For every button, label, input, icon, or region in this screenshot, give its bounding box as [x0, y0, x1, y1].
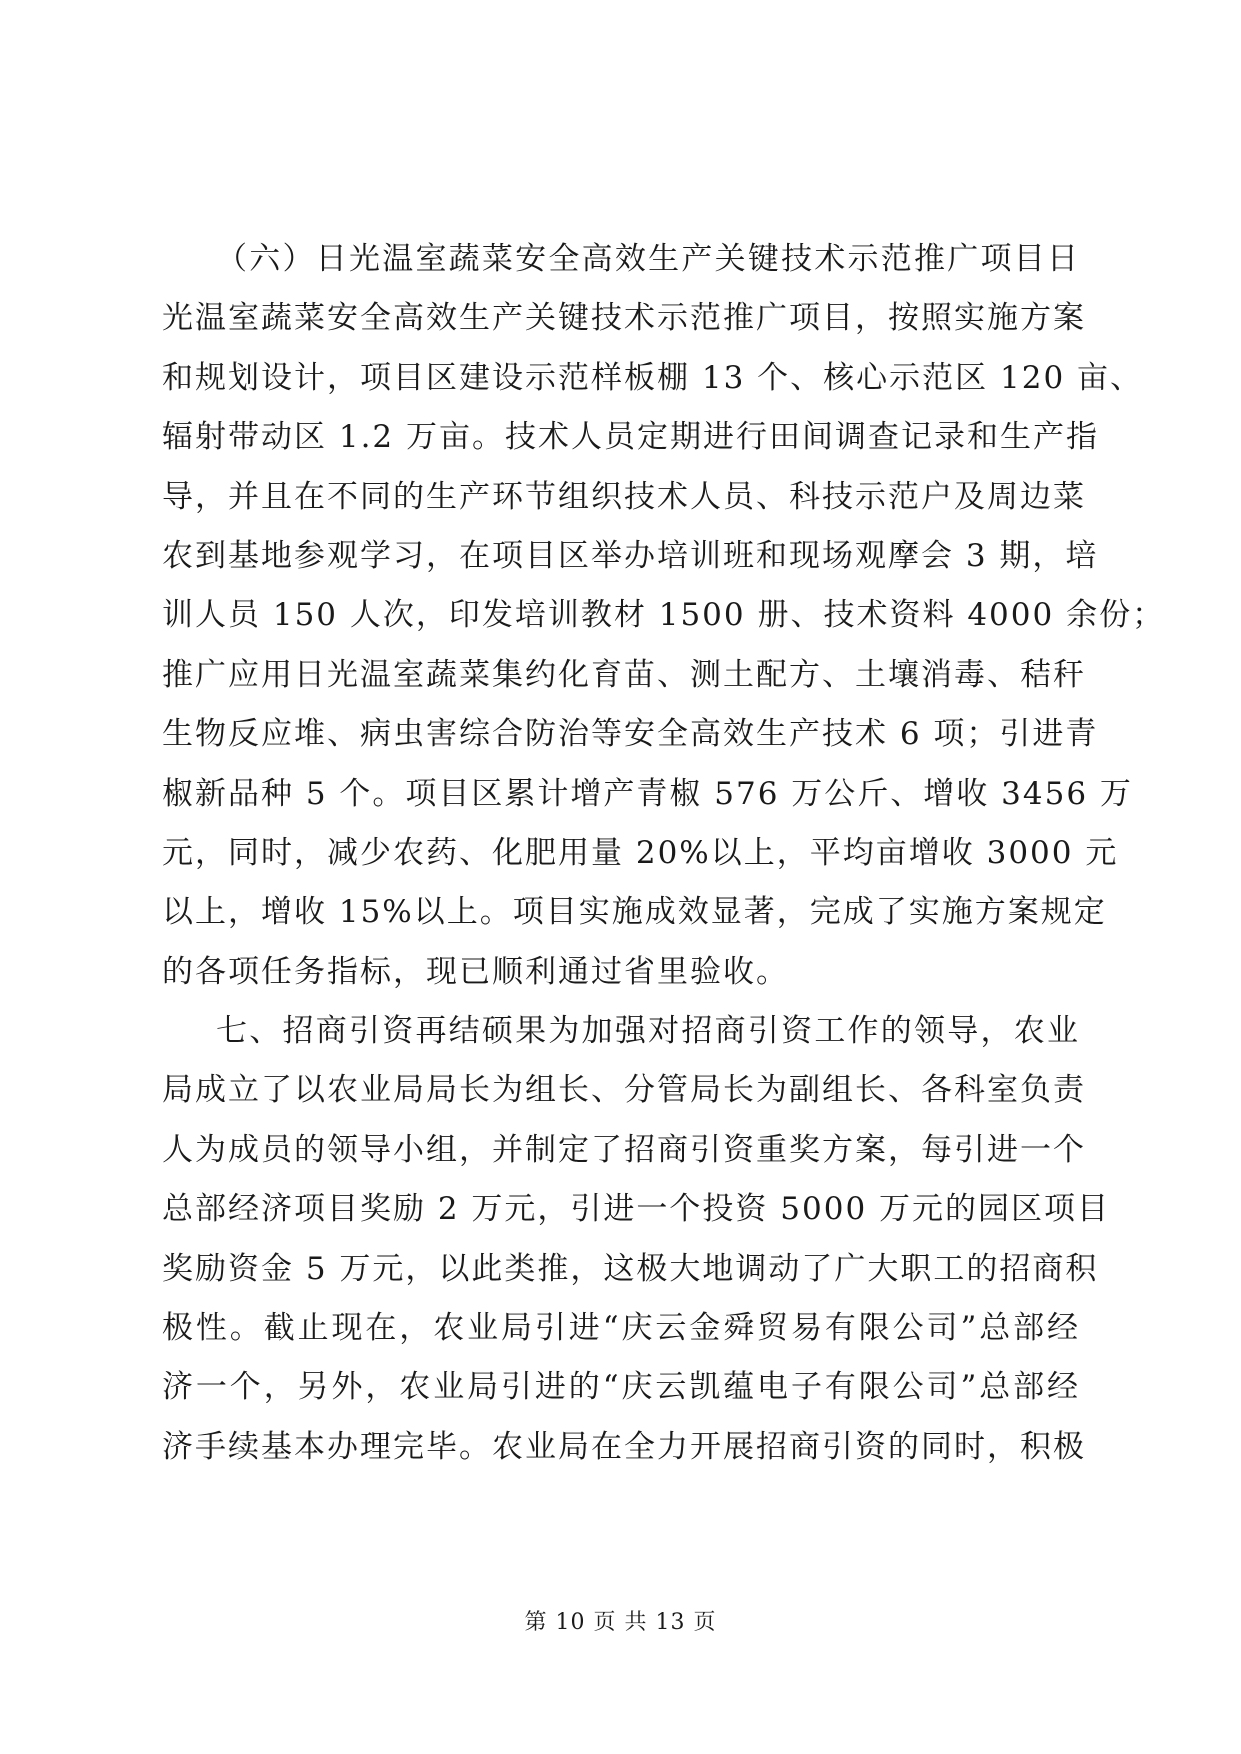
text-line: （六）日光温室蔬菜安全高效生产关键技术示范推广项目日: [216, 241, 1080, 277]
text-line: 农到基地参观学习，在项目区举办培训班和现场观摩会 3 期，培: [162, 537, 1099, 574]
text-line: 导，并且在不同的生产环节组织技术人员、科技示范户及周边菜: [162, 478, 1086, 515]
text-line: 局成立了以农业局局长为组长、分管局长为副组长、各科室负责: [162, 1072, 1086, 1109]
text-line: 人为成员的领导小组，并制定了招商引资重奖方案，每引进一个: [162, 1131, 1086, 1168]
text-line: 总部经济项目奖励 2 万元，引进一个投资 5000 万元的园区项目: [162, 1191, 1111, 1228]
text-line: 济手续基本办理完毕。农业局在全力开展招商引资的同时，积极: [162, 1428, 1086, 1465]
text-line: 元，同时，减少农药、化肥用量 20%以上，平均亩增收 3000 元: [162, 834, 1119, 871]
text-line: 的各项任务指标，现已顺利通过省里验收。: [162, 953, 789, 990]
text-line: 七、招商引资再结硕果为加强对招商引资工作的领导，农业: [216, 1013, 1080, 1050]
text-line: 济一个，另外，农业局引进的“庆云凯蕴电子有限公司”总部经: [162, 1369, 1080, 1406]
text-line: 生物反应堆、病虫害综合防治等安全高效生产技术 6 项；引进青: [162, 716, 1099, 753]
text-line: 椒新品种 5 个。项目区累计增产青椒 576 万公斤、增收 3456 万: [162, 775, 1133, 812]
text-line: 极性。截止现在，农业局引进“庆云金舜贸易有限公司”总部经: [162, 1310, 1080, 1347]
page-number-footer: 第 10 页 共 13 页: [524, 1610, 717, 1635]
text-line: 辐射带动区 1.2 万亩。技术人员定期进行田间调查记录和生产指: [162, 419, 1100, 456]
text-line: 以上，增收 15%以上。项目实施成效显著，完成了实施方案规定: [162, 894, 1107, 931]
body-text: [162, 230, 1166, 1477]
text-line: 光温室蔬菜安全高效生产关键技术示范推广项目，按照实施方案: [162, 300, 1086, 337]
text-line: 训人员 150 人次，印发培训教材 1500 册、技术资料 4000 余份；: [162, 597, 1166, 634]
text-line: 和规划设计，项目区建设示范样板棚 13 个、核心示范区 120 亩、: [162, 359, 1144, 396]
text-line: 奖励资金 5 万元，以此类推，这极大地调动了广大职工的招商积: [162, 1250, 1099, 1287]
text-line: 推广应用日光温室蔬菜集约化育苗、测土配方、土壤消毒、秸秆: [162, 656, 1086, 693]
